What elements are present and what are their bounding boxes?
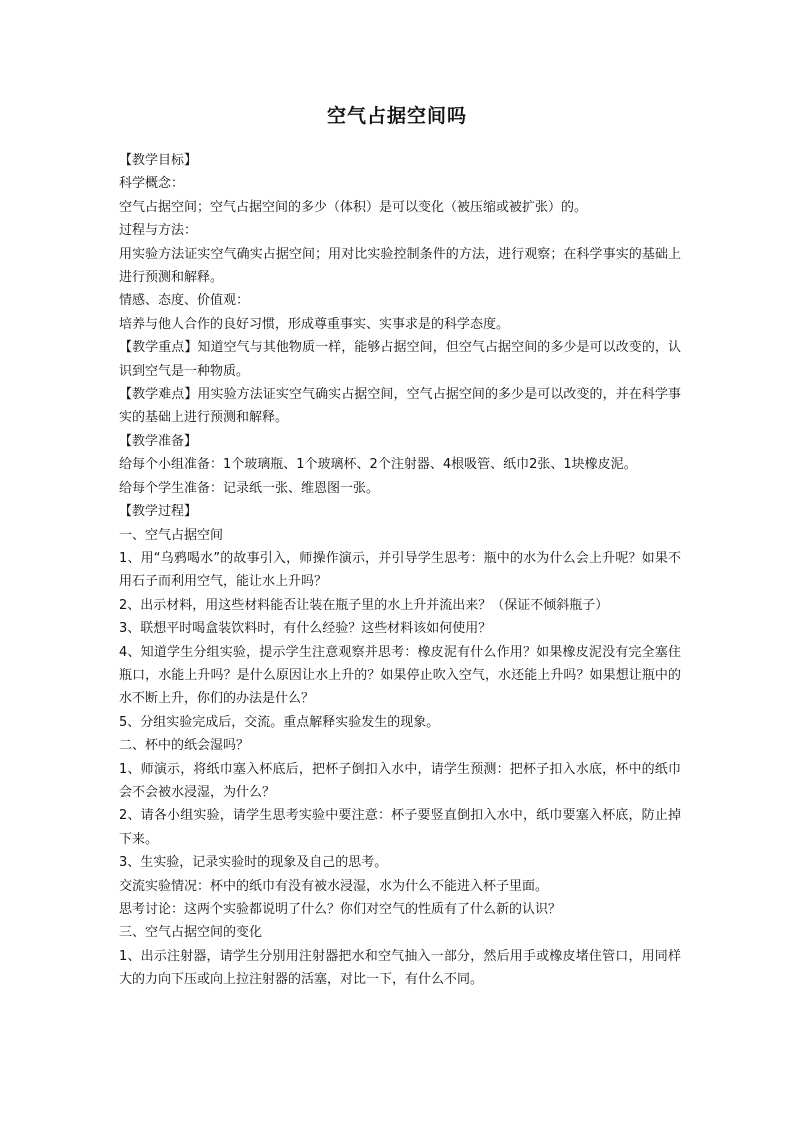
paragraph: 过程与方法： <box>119 223 198 239</box>
paragraph: 3、联想平时喝盒装饮料时，有什么经验？这些材料该如何使用？ <box>119 621 492 637</box>
paragraph: 二、杯中的纸会湿吗？ <box>119 738 250 754</box>
paragraph: 科学概念： <box>119 176 185 192</box>
document-body <box>119 149 681 992</box>
paragraph: 1、出示注射器，请学生分别用注射器把水和空气抽入一部分，然后用手或橡皮堵住管口，用同样大的力向下压或向上拉注射器的活塞，对比一下，有什么不同。 <box>119 948 681 988</box>
paragraph: 思考讨论：这两个实验都说明了什么？你们对空气的性质有了什么新的认识？ <box>119 902 562 917</box>
document-title: 空气占据空间吗 <box>326 105 467 127</box>
paragraph: 2、请各小组实验，请学生思考实验中要注意：杯子要竖直倒扣入水中，纸巾要塞入杯底，防止掉下来。 <box>119 808 681 847</box>
paragraph: 用实验方法证实空气确实占据空间；用对比实验控制条件的方法，进行观察；在科学事实的基础上进行预测和解释。 <box>119 246 681 286</box>
paragraph: 1、用“乌鸦喝水”的故事引入，师操作演示，并引导学生思考：瓶中的水为什么会上升呢？如果不用石子而利用空气，能让水上升吗？ <box>119 550 681 590</box>
paragraph: 【教学难点】用实验方法证实空气确实占据空间，空气占据空间的多少是可以改变的，并在科学事实的基础上进行预测和解释。 <box>119 387 681 426</box>
paragraph: 【教学重点】知道空气与其他物质一样，能够占据空间，但空气占据空间的多少是可以改变的，认识到空气是一种物质。 <box>119 340 681 379</box>
paragraph: 一、空气占据空间 <box>119 527 224 543</box>
paragraph: 情感、态度、价值观： <box>119 293 250 309</box>
paragraph: 给每个学生准备：记录纸一张、维恩图一张。 <box>119 480 380 496</box>
paragraph: 给每个小组准备：1个玻璃瓶、1个玻璃杯、2个注射器、4根吸管、纸巾2张、1块橡皮泥。 <box>119 457 637 473</box>
paragraph: 2、出示材料，用这些材料能否让装在瓶子里的水上升并流出来？（保证不倾斜瓶子） <box>119 597 609 613</box>
paragraph: 1、师演示，将纸巾塞入杯底后，把杯子倒扣入水中，请学生预测：把杯子扣入水底，杯中的纸巾会不会被水浸湿，为什么？ <box>119 761 681 800</box>
paragraph: 4、知道学生分组实验，提示学生注意观察并思考：橡皮泥有什么作用？如果橡皮泥没有完全塞住瓶口，水能上升吗？是什么原因让水上升的？如果停止吹入空气，水还能上升吗？如果想让瓶中的水不断上升，你们的办法是什么？ <box>119 644 681 707</box>
paragraph: 空气占据空间；空气占据空间的多少（体积）是可以变化（被压缩或被扩张）的。 <box>119 199 588 215</box>
paragraph: 【教学目标】 <box>119 153 198 168</box>
paragraph: 交流实验情况：杯中的纸巾有没有被水浸湿，水为什么不能进入杯子里面。 <box>119 878 549 894</box>
paragraph: 培养与他人合作的良好习惯，形成尊重事实、实事求是的科学态度。 <box>119 316 510 332</box>
paragraph: 三、空气占据空间的变化 <box>119 925 263 941</box>
paragraph: 5、分组实验完成后，交流。重点解释实验发生的现象。 <box>119 714 440 730</box>
paragraph: 3、生实验，记录实验时的现象及自己的思考。 <box>119 855 388 871</box>
paragraph: 【教学准备】 <box>119 433 198 449</box>
paragraph: 【教学过程】 <box>119 504 198 520</box>
